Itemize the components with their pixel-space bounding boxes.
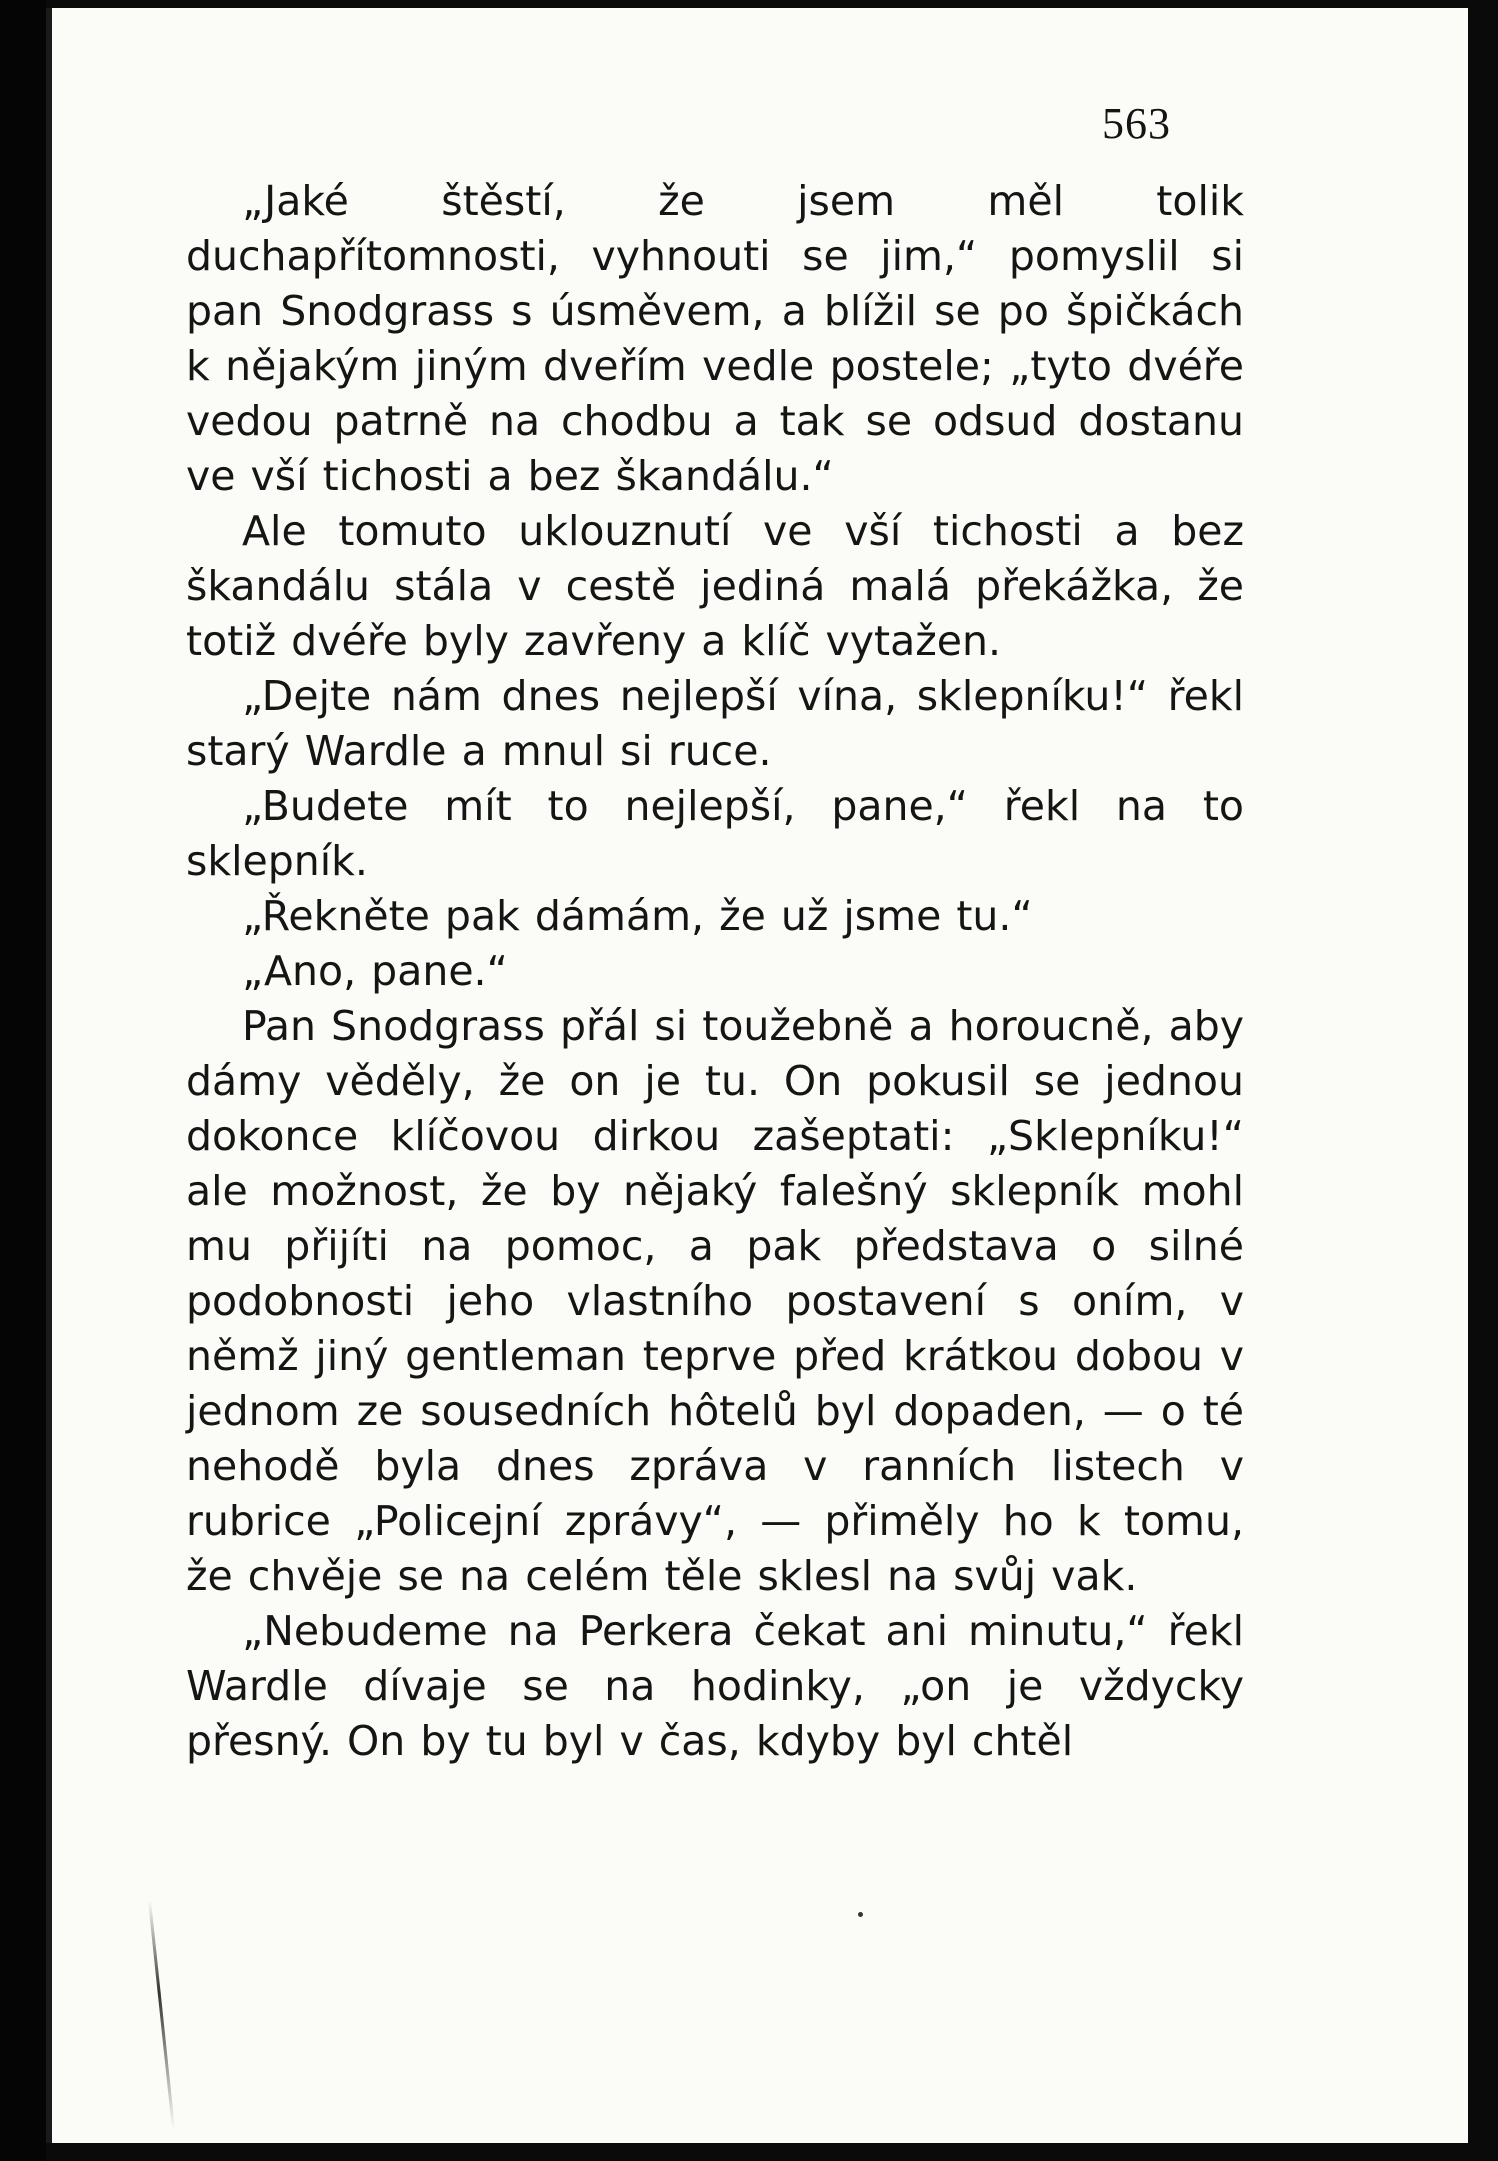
page-edge-shadow: [1468, 0, 1498, 2161]
paragraph-1: „Jaké štěstí, že jsem měl tolik duchapřítomnosti, vyhnouti se jim,“ pomyslil si pan Snodgrass s úsměvem, a blížil se po špičkách k nějakým jiným dveřím vedle postele; „tyto dvéře vedou patrně na chodbu a tak se odsud dostanu ve vší tichosti a bez škandálu.“: [186, 177, 1244, 500]
body-text: [186, 174, 1244, 1769]
paragraph-3: „Dejte nám dnes nejlepší vína, sklepníku!“ řekl starý Wardle a mnul si ruce.: [186, 672, 1244, 775]
paragraph-4: „Budete mít to nejlepší, pane,“ řekl na to sklepník.: [186, 782, 1244, 885]
page-number: 563: [1102, 99, 1171, 148]
paragraph-7: Pan Snodgrass přál si toužebně a horoucně, aby dámy věděly, že on je tu. On pokusil se jednou dokonce klíčovou dirkou zašeptati: „Sklepníku!“ ale možnost, že by nějaký falešný sklepník mohl mu přijíti na pomoc, a pak představa o silné podobnosti jeho vlastního postavení s oním, v němž jiný gentleman teprve před krátkou dobou v jednom ze sousedních hôtelů byl dopaden, — o té nehodě byla dnes zpráva v ranních listech v rubrice „Policejní zprávy“, — přiměly ho k tomu, že chvěje se na celém těle sklesl na svůj vak.: [186, 1002, 1244, 1600]
paragraph-6: „Ano, pane.“: [242, 947, 508, 995]
book-spine-shadow: [0, 0, 46, 2161]
paragraph-5: „Řekněte pak dámám, že už jsme tu.“: [242, 892, 1033, 940]
paragraph-2: Ale tomuto uklouznutí ve vší tichosti a bez škandálu stála v cestě jediná malá překážka, že totiž dvéře byly zavřeny a klíč vytažen.: [186, 507, 1244, 665]
paragraph-8: „Nebudeme na Perkera čekat ani minutu,“ řekl Wardle dívaje se na hodinky, „on je vždycky přesný. On by tu byl v čas, kdyby byl chtěl: [186, 1607, 1244, 1765]
scan-artifact-dot: [858, 1912, 863, 1917]
